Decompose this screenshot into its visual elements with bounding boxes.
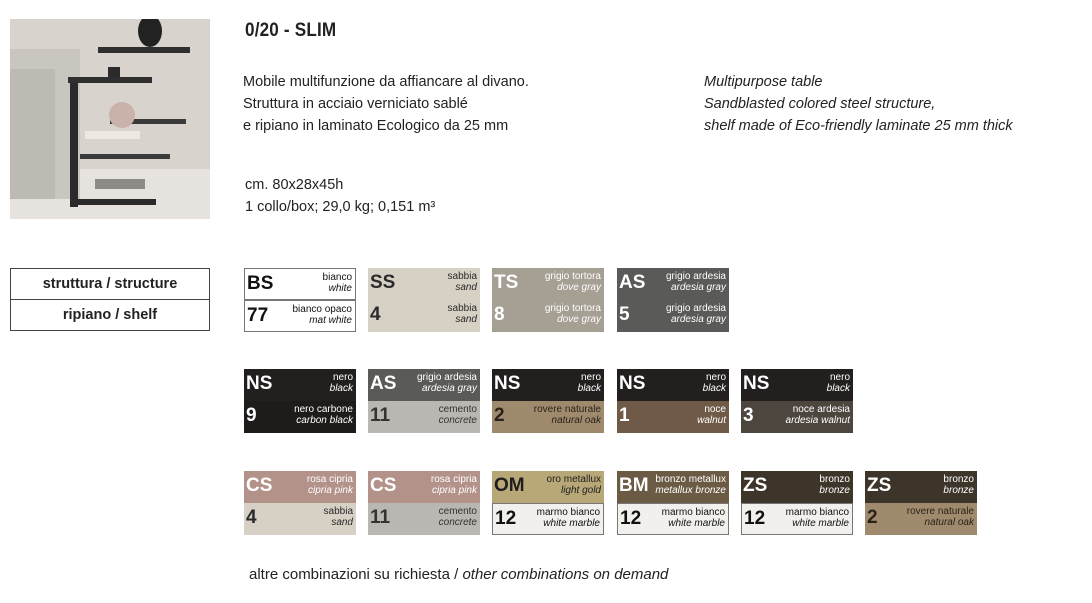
finish-name-en: black bbox=[826, 383, 850, 394]
finish-name-it: marmo bianco bbox=[785, 507, 849, 518]
finish-name bbox=[662, 507, 725, 529]
finish-name bbox=[448, 303, 477, 325]
finish-name-en: carbon black bbox=[296, 415, 353, 426]
finish-name-it: cemento bbox=[438, 506, 477, 517]
finish-code: 12 bbox=[744, 508, 766, 529]
structure-finish bbox=[617, 268, 729, 300]
finish-swatch bbox=[368, 369, 480, 433]
finish-name bbox=[666, 271, 726, 293]
finish-name-it: rosa cipria bbox=[430, 474, 477, 485]
finish-name-en: ardesia walnut bbox=[785, 415, 850, 426]
finish-name-it: bronzo metallux bbox=[655, 474, 726, 485]
finish-name bbox=[827, 372, 850, 394]
structure-finish bbox=[492, 268, 604, 300]
finish-swatch bbox=[617, 268, 729, 332]
structure-finish bbox=[368, 369, 480, 401]
finish-code: NS bbox=[743, 373, 770, 394]
finish-name bbox=[293, 304, 353, 326]
finish-code: AS bbox=[370, 373, 397, 394]
finish-code: ZS bbox=[867, 475, 892, 496]
finish-name-en: dove gray bbox=[557, 314, 601, 325]
finish-name bbox=[448, 271, 477, 293]
finish-name-it: nero bbox=[580, 372, 601, 383]
description-it-line: Struttura in acciaio verniciato sablé bbox=[243, 96, 468, 112]
finish-name bbox=[655, 474, 726, 496]
structure-finish bbox=[368, 268, 480, 300]
finish-code: 4 bbox=[246, 507, 257, 528]
finish-name-en: metallux bronze bbox=[655, 485, 726, 496]
finish-name-en: ardesia gray bbox=[421, 383, 477, 394]
finish-name-it: grigio ardesia bbox=[665, 303, 726, 314]
finish-name-it: nero bbox=[705, 372, 726, 383]
finish-name bbox=[703, 372, 726, 394]
shelf-finish bbox=[368, 300, 480, 332]
finish-code: AS bbox=[619, 272, 646, 293]
finish-code: BM bbox=[619, 475, 649, 496]
dimensions: cm. 80x28x45h bbox=[245, 177, 344, 193]
shelf-label: ripiano / shelf bbox=[11, 299, 209, 330]
product-title: 0/20 - SLIM bbox=[245, 20, 337, 41]
finish-code: 2 bbox=[494, 405, 505, 426]
finish-name bbox=[545, 303, 601, 325]
finish-name bbox=[323, 272, 352, 294]
packaging: 1 collo/box; 29,0 kg; 0,151 m³ bbox=[245, 199, 436, 215]
finish-code: ZS bbox=[743, 475, 768, 496]
finish-name-en: white marble bbox=[668, 518, 725, 529]
finish-name bbox=[545, 271, 601, 293]
finish-code: 12 bbox=[620, 508, 642, 529]
finish-name-it: bronzo bbox=[943, 474, 974, 485]
finish-name bbox=[294, 404, 353, 426]
shelf-finish bbox=[617, 503, 729, 535]
finish-code: 77 bbox=[247, 305, 269, 326]
shelf-finish bbox=[617, 401, 729, 433]
finish-swatch bbox=[492, 369, 604, 433]
finish-code: 11 bbox=[370, 405, 391, 426]
shelf-finish bbox=[368, 401, 480, 433]
finish-name-it: nero bbox=[332, 372, 353, 383]
finish-code: 4 bbox=[370, 304, 381, 325]
structure-finish bbox=[492, 471, 604, 503]
finish-name-it: sabbia bbox=[447, 303, 477, 314]
finish-name bbox=[439, 506, 477, 528]
finish-swatch bbox=[617, 369, 729, 433]
finish-name bbox=[417, 372, 477, 394]
finish-name-en: ardesia gray bbox=[670, 314, 726, 325]
finish-name-it: sabbia bbox=[447, 271, 477, 282]
finish-name-it: noce bbox=[704, 404, 726, 415]
finish-name-it: rovere naturale bbox=[533, 404, 601, 415]
finish-swatch bbox=[244, 268, 356, 332]
structure-finish bbox=[244, 471, 356, 503]
finish-name bbox=[307, 474, 353, 496]
finish-name bbox=[786, 404, 850, 426]
finish-name-it: oro metallux bbox=[546, 474, 601, 485]
finish-name-it: bronzo bbox=[819, 474, 850, 485]
description-en-line: Sandblasted colored steel structure, bbox=[704, 96, 936, 112]
finish-code: SS bbox=[370, 272, 396, 293]
finish-name bbox=[819, 474, 850, 496]
finish-name bbox=[330, 372, 353, 394]
finish-swatch bbox=[244, 369, 356, 433]
finish-code: CS bbox=[246, 475, 273, 496]
finish-name-it: rovere naturale bbox=[906, 506, 974, 517]
finish-code: NS bbox=[494, 373, 521, 394]
finish-code: TS bbox=[494, 272, 519, 293]
finish-name-en: natural oak bbox=[924, 517, 974, 528]
finish-code: 3 bbox=[743, 405, 754, 426]
structure-finish bbox=[492, 369, 604, 401]
finish-name-en: white marble bbox=[792, 518, 849, 529]
finish-swatch bbox=[741, 471, 853, 535]
finish-code: 9 bbox=[246, 405, 257, 426]
finish-name-it: grigio tortora bbox=[544, 271, 601, 282]
finish-name-en: bronze bbox=[819, 485, 850, 496]
shelf-finish bbox=[617, 300, 729, 332]
finish-swatch bbox=[368, 471, 480, 535]
finish-swatch bbox=[492, 471, 604, 535]
finish-code: 12 bbox=[495, 508, 517, 529]
finish-name-it: marmo bianco bbox=[661, 507, 725, 518]
finish-name-it: cemento bbox=[438, 404, 477, 415]
finish-name-en: black bbox=[329, 383, 353, 394]
finish-name-en: light gold bbox=[560, 485, 601, 496]
finish-code: CS bbox=[370, 475, 397, 496]
finish-name-en: mat white bbox=[309, 315, 352, 326]
finish-name-en: sand bbox=[455, 314, 477, 325]
finish-swatch bbox=[244, 471, 356, 535]
finish-name bbox=[431, 474, 477, 496]
finish-name-it: nero carbone bbox=[294, 404, 353, 415]
structure-finish bbox=[368, 471, 480, 503]
finish-name bbox=[547, 474, 601, 496]
finish-name-it: sabbia bbox=[323, 506, 353, 517]
shelf-finish bbox=[741, 503, 853, 535]
shelf-finish bbox=[492, 300, 604, 332]
description-it-line: e ripiano in laminato Ecologico da 25 mm bbox=[243, 118, 509, 134]
finish-code: 8 bbox=[494, 304, 505, 325]
structure-finish bbox=[741, 471, 853, 503]
finish-name-it: bianco opaco bbox=[292, 304, 352, 315]
description-it-line: Mobile multifunzione da affiancare al divano. bbox=[243, 74, 529, 90]
finish-code: NS bbox=[246, 373, 273, 394]
finish-code: 11 bbox=[370, 507, 391, 528]
product-specs bbox=[245, 174, 435, 218]
finish-swatch bbox=[865, 471, 977, 535]
finish-legend bbox=[10, 268, 210, 331]
finish-name bbox=[537, 507, 600, 529]
description-italian bbox=[243, 71, 529, 137]
description-en-line: Multipurpose table bbox=[704, 74, 823, 90]
finish-swatch bbox=[741, 369, 853, 433]
finish-name-it: rosa cipria bbox=[306, 474, 353, 485]
structure-label: struttura / structure bbox=[42, 276, 178, 292]
description-en-line: shelf made of Eco-friendly laminate 25 mm thick bbox=[704, 118, 1013, 134]
structure-finish bbox=[617, 369, 729, 401]
finish-name-en: dove gray bbox=[557, 282, 601, 293]
finish-name-en: concrete bbox=[438, 517, 477, 528]
finish-name-it: grigio ardesia bbox=[416, 372, 477, 383]
finish-name bbox=[943, 474, 974, 496]
finish-code: 1 bbox=[619, 405, 630, 426]
finish-name-en: sand bbox=[455, 282, 477, 293]
finish-name-it: marmo bianco bbox=[536, 507, 600, 518]
finish-code: NS bbox=[619, 373, 646, 394]
finish-name bbox=[439, 404, 477, 426]
structure-finish bbox=[617, 471, 729, 503]
finish-name-en: black bbox=[702, 383, 726, 394]
finish-name-en: walnut bbox=[697, 415, 726, 426]
finish-name-it: nero bbox=[829, 372, 850, 383]
finish-code: 5 bbox=[619, 304, 630, 325]
structure-finish bbox=[244, 369, 356, 401]
finish-swatch bbox=[617, 471, 729, 535]
finish-name bbox=[697, 404, 726, 426]
structure-finish bbox=[865, 471, 977, 503]
structure-finish bbox=[244, 268, 356, 300]
finish-name-en: cipria pink bbox=[431, 485, 477, 496]
finish-code: OM bbox=[494, 475, 525, 496]
shelf-finish bbox=[244, 401, 356, 433]
finish-name bbox=[578, 372, 601, 394]
structure-finish bbox=[741, 369, 853, 401]
finish-name-en: white marble bbox=[543, 518, 600, 529]
description-english bbox=[704, 71, 1013, 137]
shelf-finish bbox=[368, 503, 480, 535]
finish-name-en: white bbox=[328, 283, 352, 294]
shelf-finish bbox=[492, 401, 604, 433]
finish-name bbox=[324, 506, 353, 528]
finish-name-en: cipria pink bbox=[307, 485, 353, 496]
footer-english: other combinations on demand bbox=[462, 566, 669, 583]
finish-name bbox=[666, 303, 726, 325]
finish-name-it: noce ardesia bbox=[792, 404, 850, 415]
footer-note bbox=[249, 566, 668, 583]
shelf-finish bbox=[244, 300, 356, 332]
shelf-finish bbox=[741, 401, 853, 433]
shelf-finish bbox=[492, 503, 604, 535]
finish-name-en: concrete bbox=[438, 415, 477, 426]
finish-swatch bbox=[368, 268, 480, 332]
shelf-finish bbox=[244, 503, 356, 535]
finish-name-it: grigio tortora bbox=[544, 303, 601, 314]
finish-name-it: grigio ardesia bbox=[665, 271, 726, 282]
finish-code: 2 bbox=[867, 507, 878, 528]
shelf-finish bbox=[865, 503, 977, 535]
finish-name-en: ardesia gray bbox=[670, 282, 726, 293]
finish-name-en: black bbox=[577, 383, 601, 394]
finish-code: BS bbox=[247, 273, 274, 294]
finish-name-en: bronze bbox=[943, 485, 974, 496]
finish-name-en: sand bbox=[331, 517, 353, 528]
product-photo bbox=[10, 19, 210, 219]
finish-swatch bbox=[492, 268, 604, 332]
finish-name-it: bianco bbox=[322, 272, 352, 283]
footer-italian: altre combinazioni su richiesta / bbox=[249, 566, 463, 583]
finish-name bbox=[534, 404, 601, 426]
finish-name bbox=[907, 506, 974, 528]
finish-name-en: natural oak bbox=[551, 415, 601, 426]
finish-name bbox=[786, 507, 849, 529]
